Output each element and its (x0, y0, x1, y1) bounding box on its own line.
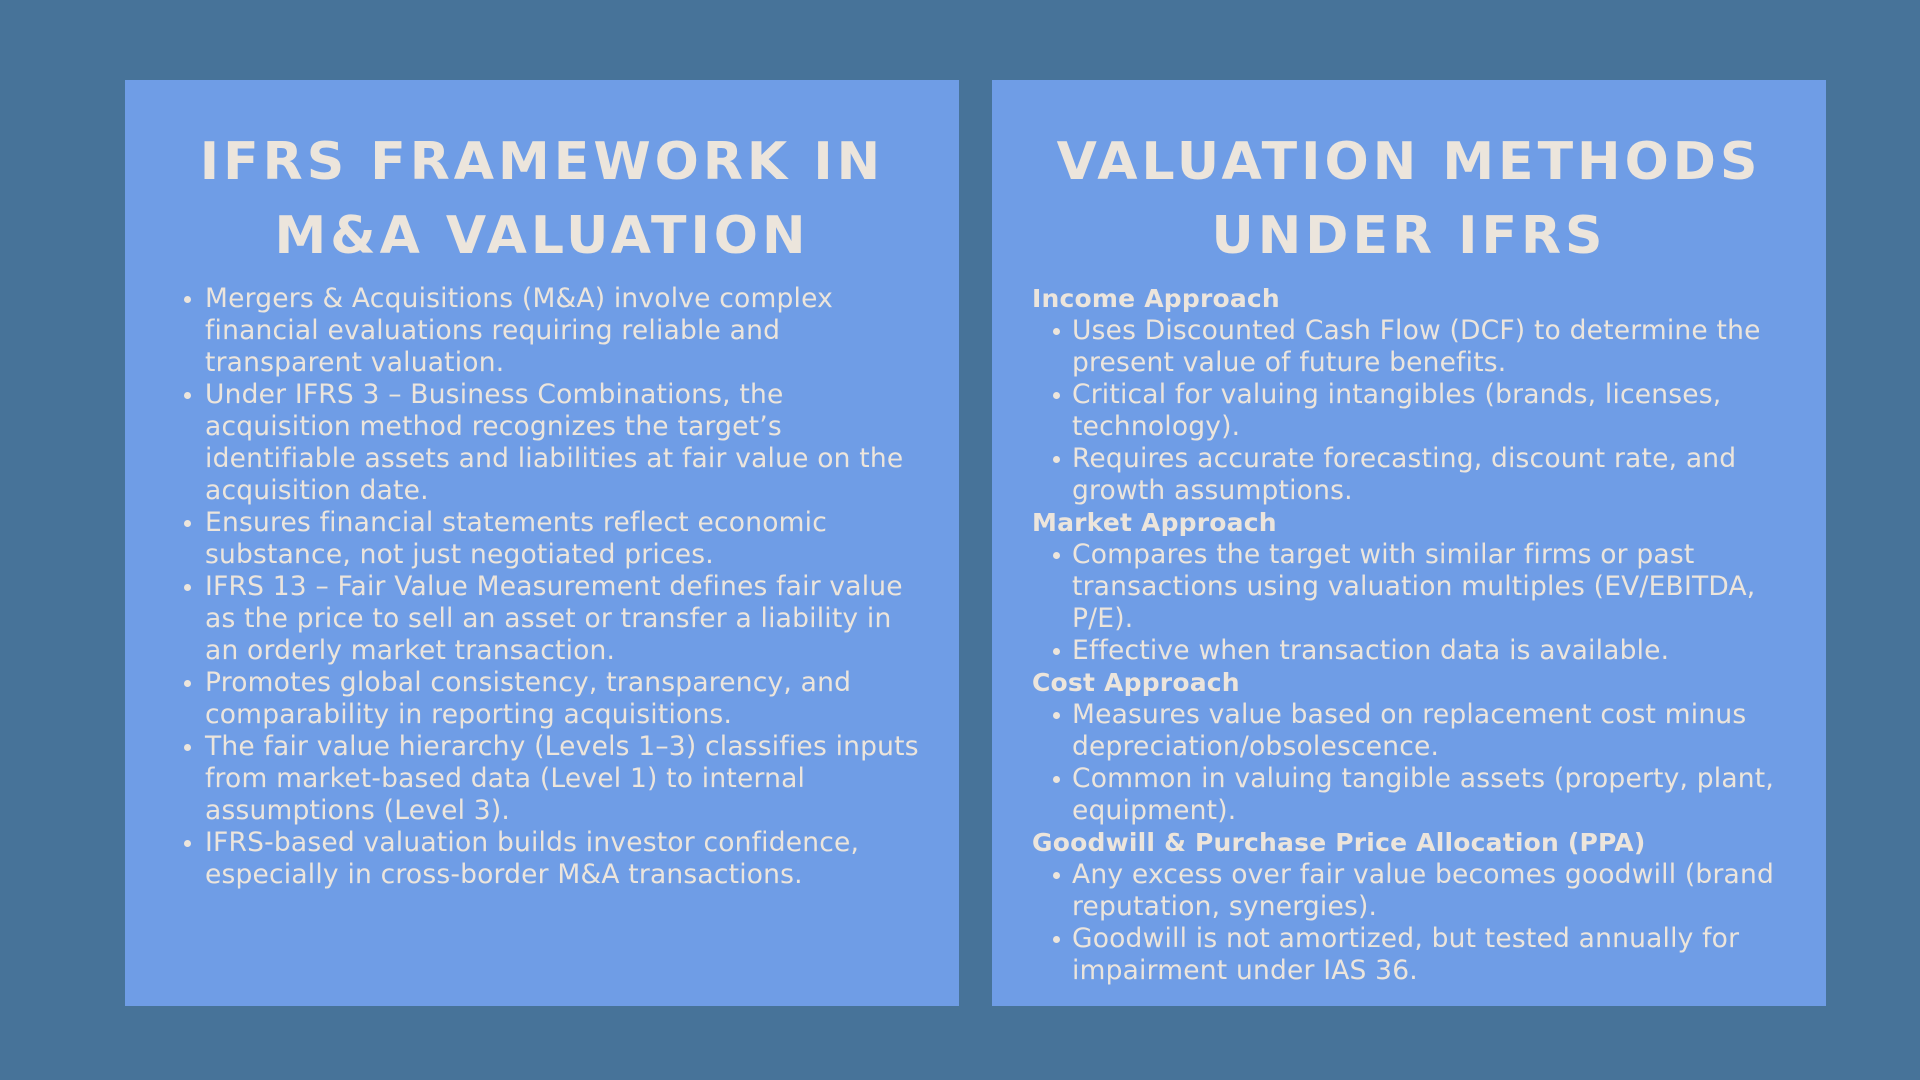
income-bullet-list (1032, 315, 1796, 507)
bullet-item: Promotes global consistency, transparency, and comparability in reporting acquisitions. (205, 667, 919, 731)
bullet-item: Measures value based on replacement cost minus depreciation/obsolescence. (1072, 699, 1796, 763)
title-line-2: UNDER IFRS (1211, 206, 1607, 266)
bullet-item: Mergers & Acquisitions (M&A) involve complex financial evaluations requiring reliable and transparent valuation. (205, 283, 919, 379)
section-heading-income: Income Approach (1032, 284, 1280, 313)
section-heading-goodwill: Goodwill & Purchase Price Allocation (PPA) (1032, 828, 1646, 857)
bullet-item: IFRS 13 – Fair Value Measurement defines fair value as the price to sell an asset or transfer a liability in an orderly market transaction. (205, 571, 919, 667)
bullet-item: Any excess over fair value becomes goodwill (brand reputation, synergies). (1072, 859, 1796, 923)
bullet-item: IFRS-based valuation builds investor confidence, especially in cross-border M&A transactions. (205, 827, 919, 891)
bullet-item: Requires accurate forecasting, discount rate, and growth assumptions. (1072, 443, 1796, 507)
bullet-item: Goodwill is not amortized, but tested annually for impairment under IAS 36. (1072, 923, 1796, 987)
bullet-item: Critical for valuing intangibles (brands, licenses, technology). (1072, 379, 1796, 443)
ifrs-framework-panel (125, 80, 959, 1006)
market-bullet-list (1032, 539, 1796, 667)
valuation-methods-panel (992, 80, 1826, 1006)
goodwill-bullet-list (1032, 859, 1796, 987)
panel-title (125, 125, 959, 273)
title-line-1: IFRS FRAMEWORK IN (199, 132, 885, 192)
cost-bullet-list (1032, 699, 1796, 827)
title-line-2: M&A VALUATION (274, 206, 810, 266)
bullet-item: Ensures financial statements reflect economic substance, not just negotiated prices. (205, 507, 919, 571)
bullet-item: Uses Discounted Cash Flow (DCF) to determine the present value of future benefits. (1072, 315, 1796, 379)
section-heading-market: Market Approach (1032, 508, 1277, 537)
bullet-item: Common in valuing tangible assets (property, plant, equipment). (1072, 763, 1796, 827)
bullet-item: Effective when transaction data is available. (1072, 635, 1796, 667)
bullet-list (205, 283, 919, 891)
bullet-item: Under IFRS 3 – Business Combinations, the acquisition method recognizes the target’s identifiable assets and liabilities at fair value on the acquisition date. (205, 379, 919, 507)
title-line-1: VALUATION METHODS (1056, 132, 1762, 192)
section-heading-cost: Cost Approach (1032, 668, 1240, 697)
panel-title (992, 125, 1826, 273)
bullet-item: Compares the target with similar firms or past transactions using valuation multiples (EV/EBITDA, P/E). (1072, 539, 1796, 635)
bullet-item: The fair value hierarchy (Levels 1–3) classifies inputs from market-based data (Level 1) to internal assumptions (Level 3). (205, 731, 919, 826)
panel-body (992, 283, 1826, 987)
panel-body (125, 283, 959, 891)
